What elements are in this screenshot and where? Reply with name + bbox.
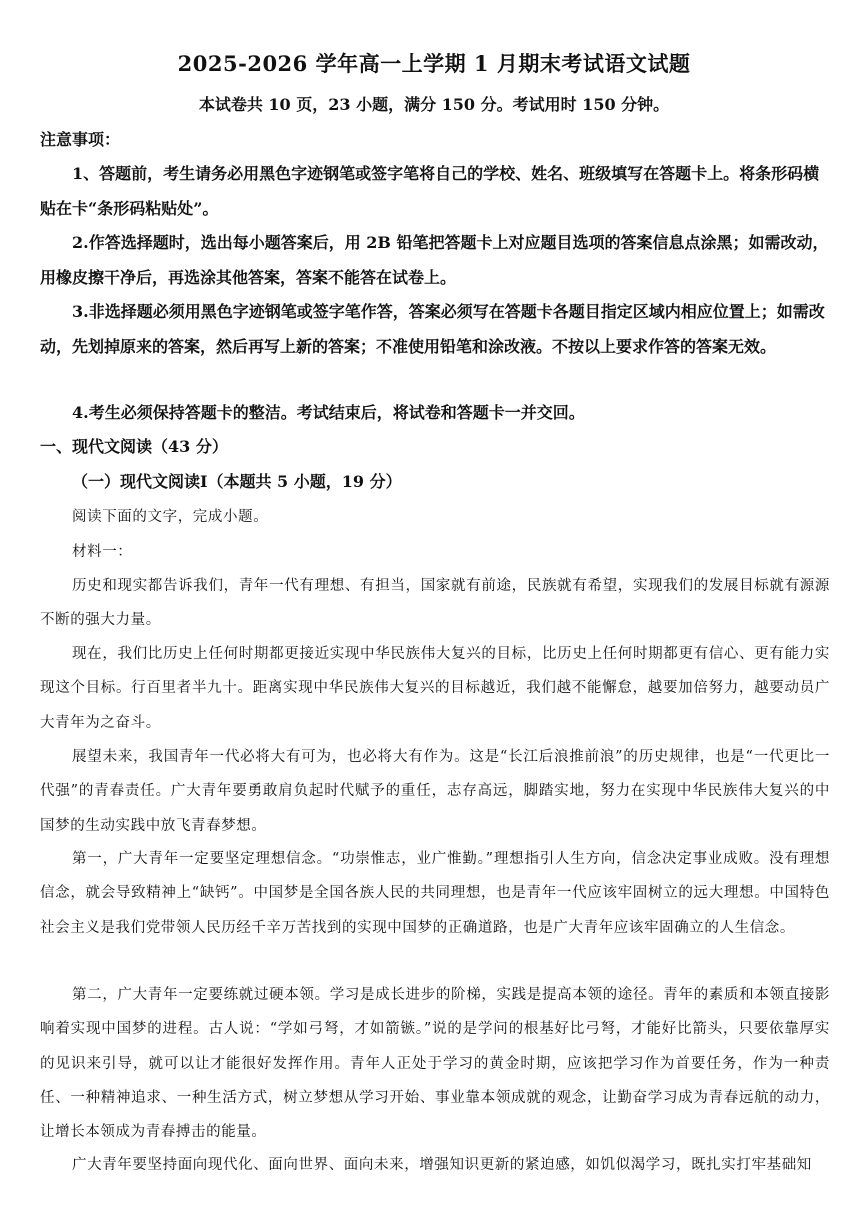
notice-item-1: 1、答题前，考生请务必用黑色字迹钢笔或签字笔将自己的学校、姓名、班级填写在答题卡上。将条形码横贴在卡“条形码粘贴处”。 bbox=[40, 164, 820, 218]
passage-paragraph: 展望未来，我国青年一代必将大有可为，也必将大有作为。这是“长江后浪推前浪”的历史规律，也是“一代更比一代强”的青春责任。广大青年要勇敢肩负起时代赋予的重任，志存高远，脚踏实地，努力在实现中华民族伟大复兴的中国梦的生动实践中放飞青春梦想。 bbox=[40, 749, 830, 834]
material-label: 材料一： bbox=[72, 544, 133, 560]
section-heading: 一、现代文阅读（43 分） bbox=[40, 437, 228, 456]
notice-heading: 注意事项： bbox=[40, 130, 121, 149]
exam-info-line: 本试卷共 10 页，23 小题，满分 150 分。考试用时 150 分钟。 bbox=[198, 95, 670, 114]
reading-instruction: 阅读下面的文字，完成小题。 bbox=[72, 509, 269, 525]
subsection-heading: （一）现代文阅读Ⅰ（本题共 5 小题，19 分） bbox=[72, 472, 402, 491]
notice-item-4: 4.考生必须保持答题卡的整洁。考试结束后，将试卷和答题卡一并交回。 bbox=[72, 403, 585, 422]
passage-paragraph: 第二，广大青年一定要练就过硬本领。学习是成长进步的阶梯，实践是提高本领的途径。青年的素质和本领直接影响着实现中国梦的进程。古人说：“学如弓弩，才如箭镞。”说的是学问的根基好比弓弩，才能好比箭头，只要依靠厚实的见识来引导，就可以让才能很好发挥作用。青年人正处于学习的黄金时期，应该把学习作为首要任务，作为一种责任、一种精神追求、一种生活方式，树立梦想从学习开始、事业靠本领成就的观念，让勤奋学习成为青春远航的动力，让增长本领成为青春搏击的能量。 bbox=[40, 987, 830, 1141]
passage-paragraph: 现在，我们比历史上任何时期都更接近实现中华民族伟大复兴的目标，比历史上任何时期都更有信心、更有能力实现这个目标。行百里者半九十。距离实现中华民族伟大复兴的目标越近，我们越不能懈怠，越要加倍努力，越要动员广大青年为之奋斗。 bbox=[40, 646, 830, 731]
page-title: 2025-2026 学年高一上学期 1 月期末考试语文试题 bbox=[177, 51, 691, 76]
notice-item-2: 2.作答选择题时，选出每小题答案后，用 2B 铅笔把答题卡上对应题目选项的答案信息点涂黑；如需改动，用橡皮擦干净后，再选涂其他答案，答案不能答在试卷上。 bbox=[40, 233, 829, 287]
passage-paragraph: 第一，广大青年一定要坚定理想信念。“功崇惟志，业广惟勤。”理想指引人生方向，信念决定事业成败。没有理想信念，就会导致精神上“缺钙”。中国梦是全国各族人民的共同理想，也是青年一代应该牢固树立的远大理想。中国特色社会主义是我们党带领人民历经千辛万苦找到的实现中国梦的正确道路，也是广大青年应该牢固确立的人生信念。 bbox=[40, 851, 830, 936]
passage-paragraph: 历史和现实都告诉我们，青年一代有理想、有担当，国家就有前途，民族就有希望，实现我们的发展目标就有源源不断的强大力量。 bbox=[40, 578, 830, 629]
passage-paragraph: 广大青年要坚持面向现代化、面向世界、面向未来，增强知识更新的紧迫感，如饥似渴学习，既扎实打牢基础知 bbox=[72, 1157, 812, 1173]
notice-item-3: 3.非选择题必须用黑色字迹钢笔或签字笔作答，答案必须写在答题卡各题目指定区域内相应位置上；如需改动，先划掉原来的答案，然后再写上新的答案；不准使用铅笔和涂改液。不按以上要求作答的答案无效。 bbox=[40, 302, 825, 356]
